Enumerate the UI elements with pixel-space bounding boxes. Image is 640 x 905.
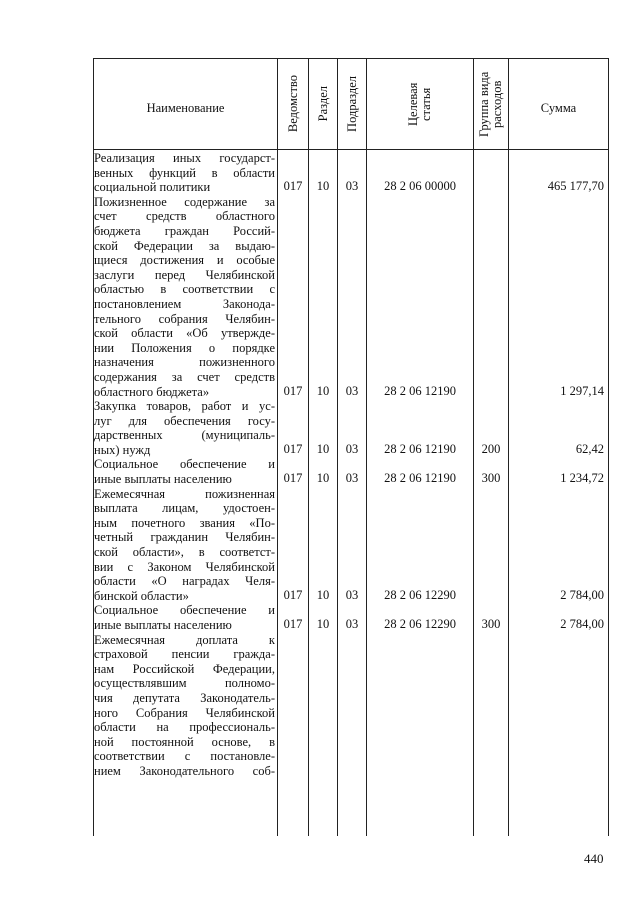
row-spacer — [338, 267, 366, 282]
row-spacer — [309, 252, 337, 267]
row-spacer — [278, 559, 308, 574]
row-spacer — [367, 413, 473, 428]
row-spacer — [509, 311, 604, 326]
cell-gruppa — [474, 179, 508, 194]
row-spacer — [309, 296, 337, 311]
row-spacer — [309, 427, 337, 442]
row-spacer — [367, 500, 473, 515]
row-spacer — [309, 150, 337, 165]
row-spacer — [367, 486, 473, 501]
row-spacer — [474, 515, 508, 530]
budget-table — [93, 58, 609, 836]
name-line: счет средств областного — [94, 209, 275, 224]
row-spacer — [509, 515, 604, 530]
row-spacer — [474, 208, 508, 223]
name-line: иные выплаты населению — [94, 618, 232, 632]
row-spacer — [474, 369, 508, 384]
row-spacer — [474, 281, 508, 296]
row-spacer — [474, 486, 508, 501]
row-spacer — [474, 500, 508, 515]
row-spacer — [474, 252, 508, 267]
row-spacer — [474, 150, 508, 165]
row-spacer — [338, 223, 366, 238]
row-spacer — [309, 500, 337, 515]
header-vedomstvo: Ведомство — [278, 59, 309, 150]
header-summa: Сумма — [509, 59, 609, 150]
row-spacer — [278, 267, 308, 282]
row-spacer — [278, 413, 308, 428]
cell-razdel: 10 — [316, 383, 330, 398]
row-spacer — [367, 150, 473, 165]
row-spacer — [278, 238, 308, 253]
row-spacer — [338, 354, 366, 369]
cell-podrazdel: 03 — [345, 617, 359, 631]
row-spacer — [367, 325, 473, 340]
row-spacer — [474, 296, 508, 311]
row-spacer — [367, 267, 473, 282]
row-spacer — [474, 427, 508, 442]
row-spacer — [278, 456, 308, 471]
row-spacer — [309, 194, 337, 209]
cell-razdel: 10 — [316, 587, 330, 602]
row-spacer — [278, 296, 308, 311]
row-spacer — [338, 456, 366, 471]
name-line: назначения пожизненного — [94, 355, 275, 370]
row-spacer — [278, 311, 308, 326]
row-spacer — [309, 544, 337, 559]
name-line: щиеся достижения и особые — [94, 253, 275, 268]
row-spacer — [367, 311, 473, 326]
row-spacer — [338, 398, 366, 413]
name-line: Закупка товаров, работ и ус- — [94, 399, 275, 414]
name-line: нам Российской Федерации, — [94, 661, 275, 676]
cell-gruppa — [474, 588, 508, 603]
row-spacer — [474, 413, 508, 428]
row-spacer — [309, 486, 337, 501]
row-spacer — [367, 165, 473, 180]
row-spacer — [278, 223, 308, 238]
name-line: выплата лицам, удостоен- — [94, 501, 275, 516]
cell-gruppa: 300 — [481, 617, 501, 631]
row-spacer — [338, 573, 366, 588]
row-spacer — [474, 559, 508, 574]
row-spacer — [509, 559, 604, 574]
row-spacer — [309, 325, 337, 340]
row-spacer — [509, 296, 604, 311]
row-spacer — [509, 486, 604, 501]
row-spacer — [367, 354, 473, 369]
row-spacer — [474, 573, 508, 588]
row-spacer — [338, 515, 366, 530]
name-line: ного Собрания Челябинской — [94, 705, 275, 720]
name-line: Реализация иных государст- — [94, 151, 275, 165]
cell-vedomstvo: 017 — [283, 471, 303, 486]
row-spacer — [367, 515, 473, 530]
row-spacer — [338, 544, 366, 559]
row-spacer — [367, 238, 473, 253]
cell-summa: 62,42 — [575, 441, 604, 456]
name-line: тельного собрания Челябин- — [94, 311, 275, 326]
row-spacer — [309, 456, 337, 471]
row-spacer — [474, 223, 508, 238]
row-spacer — [509, 165, 604, 180]
name-line: соответствии с постановле- — [94, 749, 275, 764]
name-line: областного бюджета» — [94, 384, 210, 399]
row-spacer — [474, 311, 508, 326]
row-spacer — [278, 325, 308, 340]
row-spacer — [367, 602, 473, 617]
row-spacer — [309, 340, 337, 355]
row-spacer — [509, 500, 604, 515]
row-spacer — [278, 602, 308, 617]
row-spacer — [278, 398, 308, 413]
row-spacer — [338, 296, 366, 311]
cell-summa: 2 784,00 — [560, 617, 604, 631]
row-spacer — [367, 194, 473, 209]
name-line: ным почетного звания «По- — [94, 515, 275, 530]
header-gruppa: Группа вида расходов — [474, 59, 509, 150]
row-spacer — [309, 354, 337, 369]
cell-celevaya: 28 2 06 12290 — [384, 617, 456, 631]
header-podrazdel: Подраздел — [338, 59, 367, 150]
row-spacer — [338, 252, 366, 267]
name-line: Социальное обеспечение и — [94, 603, 275, 618]
cell-gruppa — [474, 384, 508, 399]
row-spacer — [338, 311, 366, 326]
row-spacer — [278, 354, 308, 369]
row-spacer — [338, 413, 366, 428]
row-spacer — [474, 238, 508, 253]
row-spacer — [278, 194, 308, 209]
row-spacer — [338, 340, 366, 355]
name-line: венных функций в области — [94, 165, 275, 180]
vedomstvo-column — [278, 150, 309, 837]
row-spacer — [338, 238, 366, 253]
row-spacer — [474, 456, 508, 471]
name-line: нием Законодательного соб- — [94, 763, 275, 778]
cell-vedomstvo: 017 — [283, 617, 303, 631]
row-spacer — [474, 398, 508, 413]
gruppa-column — [474, 150, 509, 837]
celevaya-column — [367, 150, 474, 837]
cell-celevaya: 28 2 06 12190 — [384, 471, 456, 486]
row-spacer — [338, 325, 366, 340]
row-spacer — [367, 573, 473, 588]
cell-podrazdel: 03 — [345, 441, 359, 456]
name-line: осуществлявшим полномо- — [94, 676, 275, 691]
row-spacer — [338, 165, 366, 180]
name-line: ской области «Об утвержде- — [94, 326, 275, 341]
row-spacer — [309, 208, 337, 223]
cell-summa: 465 177,70 — [547, 179, 604, 194]
row-spacer — [309, 398, 337, 413]
cell-podrazdel: 03 — [345, 383, 359, 398]
row-spacer — [309, 559, 337, 574]
row-spacer — [338, 529, 366, 544]
row-spacer — [278, 427, 308, 442]
summa-column — [509, 150, 609, 837]
row-spacer — [367, 456, 473, 471]
row-spacer — [509, 267, 604, 282]
row-spacer — [509, 456, 604, 471]
row-spacer — [474, 544, 508, 559]
row-spacer — [509, 150, 604, 165]
cell-summa: 2 784,00 — [560, 587, 604, 602]
row-spacer — [509, 544, 604, 559]
name-line: заслуги перед Челябинской — [94, 267, 275, 282]
row-spacer — [367, 369, 473, 384]
row-spacer — [474, 340, 508, 355]
row-spacer — [309, 602, 337, 617]
name-line: ской области», в соответст- — [94, 545, 275, 560]
name-line: нии Положения о порядке — [94, 340, 275, 355]
row-spacer — [309, 413, 337, 428]
row-spacer — [367, 427, 473, 442]
row-spacer — [474, 529, 508, 544]
row-spacer — [338, 208, 366, 223]
row-spacer — [338, 150, 366, 165]
row-spacer — [509, 413, 604, 428]
cell-celevaya: 28 2 06 12190 — [384, 441, 456, 456]
row-spacer — [474, 267, 508, 282]
row-spacer — [509, 194, 604, 209]
row-spacer — [309, 238, 337, 253]
row-spacer — [509, 340, 604, 355]
row-spacer — [278, 281, 308, 296]
name-line: Пожизненное содержание за — [94, 194, 275, 209]
row-spacer — [278, 150, 308, 165]
name-line: иные выплаты населению — [94, 472, 232, 487]
row-spacer — [278, 252, 308, 267]
row-spacer — [367, 252, 473, 267]
row-spacer — [338, 500, 366, 515]
row-spacer — [367, 398, 473, 413]
row-spacer — [278, 500, 308, 515]
row-spacer — [509, 208, 604, 223]
row-spacer — [509, 238, 604, 253]
cell-razdel: 10 — [316, 617, 330, 631]
name-line: области на профессиональ- — [94, 720, 275, 735]
row-spacer — [474, 165, 508, 180]
row-spacer — [367, 544, 473, 559]
name-line: четный гражданин Челябин- — [94, 530, 275, 545]
name-line: Ежемесячная доплата к — [94, 632, 275, 647]
row-spacer — [338, 602, 366, 617]
row-spacer — [278, 165, 308, 180]
name-line: бюджета граждан Россий- — [94, 223, 275, 238]
name-line: постановлением Законода- — [94, 296, 275, 311]
row-spacer — [278, 208, 308, 223]
row-spacer — [278, 573, 308, 588]
row-spacer — [509, 398, 604, 413]
row-spacer — [338, 486, 366, 501]
name-line: дарственных (муниципаль- — [94, 428, 275, 443]
row-spacer — [509, 325, 604, 340]
name-line: страховой пенсии гражда- — [94, 647, 275, 662]
cell-celevaya: 28 2 06 12190 — [384, 383, 456, 398]
cell-podrazdel: 03 — [345, 179, 359, 194]
header-name: Наименование — [94, 59, 278, 150]
row-spacer — [278, 369, 308, 384]
row-spacer — [509, 223, 604, 238]
name-line: содержания за счет средств — [94, 369, 275, 384]
row-spacer — [367, 529, 473, 544]
name-line: области «О наградах Челя- — [94, 574, 275, 589]
name-line: социальной политики — [94, 180, 211, 195]
row-spacer — [278, 515, 308, 530]
row-spacer — [309, 223, 337, 238]
row-spacer — [474, 194, 508, 209]
row-spacer — [509, 281, 604, 296]
name-line: Ежемесячная пожизненная — [94, 486, 275, 501]
header-celevaya: Целевая статья — [367, 59, 474, 150]
razdel-column — [309, 150, 338, 837]
row-spacer — [309, 281, 337, 296]
cell-razdel: 10 — [316, 441, 330, 456]
row-spacer — [309, 267, 337, 282]
cell-celevaya: 28 2 06 12290 — [384, 587, 456, 602]
row-spacer — [309, 515, 337, 530]
row-spacer — [278, 529, 308, 544]
row-spacer — [509, 252, 604, 267]
row-spacer — [278, 340, 308, 355]
cell-vedomstvo: 017 — [283, 441, 303, 456]
row-spacer — [509, 354, 604, 369]
cell-razdel: 10 — [316, 179, 330, 194]
row-spacer — [474, 602, 508, 617]
name-line: вии с Законом Челябинской — [94, 559, 275, 574]
cell-vedomstvo: 017 — [283, 383, 303, 398]
name-line: Социальное обеспечение и — [94, 457, 275, 472]
name-column — [94, 150, 278, 837]
row-spacer — [309, 311, 337, 326]
cell-gruppa: 200 — [481, 441, 501, 456]
cell-vedomstvo: 017 — [283, 587, 303, 602]
cell-podrazdel: 03 — [345, 471, 359, 486]
podrazdel-column — [338, 150, 367, 837]
name-line: ной постоянной основе, в — [94, 734, 275, 749]
cell-razdel: 10 — [316, 471, 330, 486]
row-spacer — [367, 296, 473, 311]
row-spacer — [509, 529, 604, 544]
row-spacer — [367, 223, 473, 238]
row-spacer — [367, 340, 473, 355]
row-spacer — [338, 194, 366, 209]
name-line: луг для обеспечения госу- — [94, 413, 275, 428]
row-spacer — [509, 369, 604, 384]
row-spacer — [509, 602, 604, 617]
row-spacer — [309, 369, 337, 384]
row-spacer — [338, 281, 366, 296]
cell-podrazdel: 03 — [345, 587, 359, 602]
name-line: областью в соответствии с — [94, 282, 275, 297]
row-spacer — [278, 544, 308, 559]
cell-summa: 1 297,14 — [560, 383, 604, 398]
cell-celevaya: 28 2 06 00000 — [384, 179, 456, 194]
name-line: бинской области» — [94, 588, 189, 603]
row-spacer — [474, 354, 508, 369]
cell-gruppa: 300 — [481, 471, 501, 486]
row-spacer — [367, 281, 473, 296]
row-spacer — [367, 559, 473, 574]
row-spacer — [509, 573, 604, 588]
name-line: ных) нужд — [94, 442, 151, 457]
cell-summa: 1 234,72 — [560, 471, 604, 486]
name-line: чия депутата Законодатель- — [94, 690, 275, 705]
row-spacer — [474, 325, 508, 340]
row-spacer — [309, 165, 337, 180]
row-spacer — [338, 369, 366, 384]
cell-vedomstvo: 017 — [283, 179, 303, 194]
body-row — [94, 150, 609, 837]
row-spacer — [278, 486, 308, 501]
row-spacer — [367, 208, 473, 223]
row-spacer — [309, 573, 337, 588]
row-spacer — [338, 427, 366, 442]
row-spacer — [309, 529, 337, 544]
header-razdel: Раздел — [309, 59, 338, 150]
name-line: ской Федерации за выдаю- — [94, 238, 275, 253]
page-number: 440 — [584, 851, 604, 866]
row-spacer — [509, 427, 604, 442]
header-row — [94, 59, 609, 150]
row-spacer — [338, 559, 366, 574]
